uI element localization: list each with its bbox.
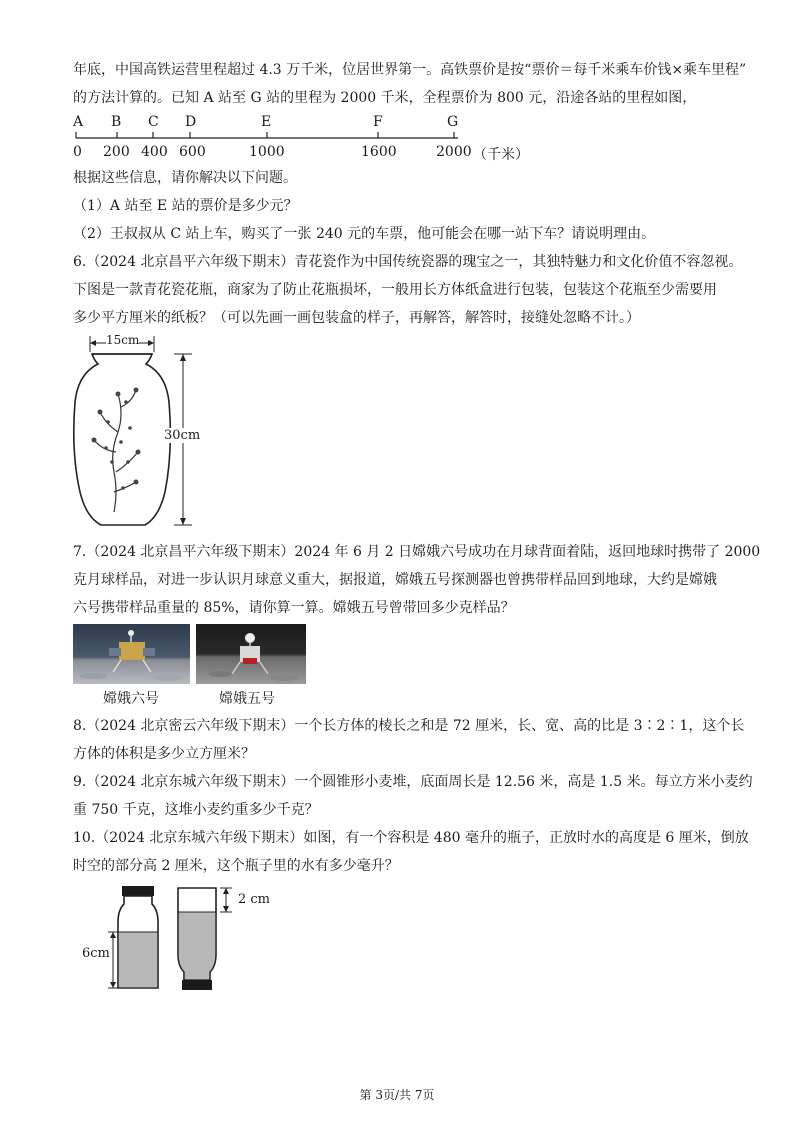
distance-label-a: 0 [73,144,82,160]
q10-text-line1: 10.（2024 北京东城六年级下期末）如图，有一个容积是 480 毫升的瓶子，正放时水的高度是 6 厘米，倒放 [73,830,749,846]
q7-text-line3: 六号携带样品重量的 85%，请你算一算。嫦娥五号曾带回多少克样品？ [73,600,515,616]
vase-figure [66,332,216,532]
station-label-d: D [185,114,197,130]
q5-text-line1: 年底，中国高铁运营里程超过 4.3 万千米，位居世界第一。高铁票价是按“票价＝每千米乘车价钱×乘车里程” [73,62,747,78]
distance-label-f: 1600 [361,144,397,160]
station-label-f: F [373,114,383,130]
q5-text-line2: 的方法计算的。已知 A 站至 G 站的里程为 2000 千米，全程票价为 800 元，沿途各站的里程如图， [73,90,697,106]
q5-sub-question-2: （2）王叔叔从 C 站上车，购买了一张 240 元的车票，他可能会在哪一站下车？请说明理由。 [73,226,656,242]
distance-label-g: 2000 [436,144,472,160]
station-label-b: B [111,114,122,130]
change5-lander-image [196,624,306,684]
q5-sub-question-1: （1）A 站至 E 站的票价是多少元？ [73,198,298,214]
change6-photo [73,624,190,684]
change6-lander-image [73,624,190,684]
change6-caption: 嫦娥六号 [103,691,159,707]
station-number-line [73,112,543,164]
distance-label-d: 600 [179,144,206,160]
q6-text-line1: 6.（2024 北京昌平六年级下期末）青花瓷作为中国传统瓷器的瑰宝之一，其独特魅力和文化价值不容忽视。 [73,254,743,270]
q6-text-line2: 下图是一款青花瓷花瓶，商家为了防止花瓶损坏，一般用长方体纸盒进行包装，包装这个花瓶至少需要用 [73,282,717,298]
q7-text-line1: 7.（2024 北京昌平六年级下期末）2024 年 6 月 2 日嫦娥六号成功在月球背面着陆，返回地球时携带了 2000 [73,544,761,560]
bottle-empty-height-label: 2 cm [238,892,271,907]
station-label-g: G [447,114,459,130]
q6-text-line3: 多少平方厘米的纸板？（可以先画一画包装盒的样子，再解答，解答时，接缝处忽略不计。） [73,310,640,326]
q8-text-line2: 方体的体积是多少立方厘米？ [73,746,255,762]
q9-text-line2: 重 750 千克，这堆小麦约重多少千克？ [73,802,319,818]
change5-caption: 嫦娥五号 [219,691,275,707]
page-footer: 第 3页/共 7页 [359,1088,435,1102]
station-label-c: C [148,114,159,130]
station-label-a: A [73,114,84,130]
vase-width-label: 15cm [106,333,140,347]
change5-photo [196,624,306,684]
bottle-figure [80,882,280,992]
q9-text-line1: 9.（2024 北京东城六年级下期末）一个圆锥形小麦堆，底面周长是 12.56 米，高是 1.5 米。每立方米小麦约 [73,774,753,790]
bottle-water-height-label: 6cm [82,946,110,961]
station-label-e: E [261,114,272,130]
vase-height-label: 30cm [164,428,201,443]
q8-text-line1: 8.（2024 北京密云六年级下期末）一个长方体的棱长之和是 72 厘米，长、宽、高的比是 3∶2∶1，这个长 [73,718,745,734]
distance-label-c: 400 [141,144,168,160]
distance-label-e: 1000 [249,144,285,160]
q7-text-line2: 克月球样品，对进一步认识月球意义重大，据报道，嫦娥五号探测器也曾携带样品回到地球，大约是嫦娥 [73,572,717,588]
q5-text-line3: 根据这些信息，请你解决以下问题。 [73,170,297,186]
distance-unit: （千米） [473,147,529,163]
distance-label-b: 200 [103,144,130,160]
q10-text-line2: 时空的部分高 2 厘米，这个瓶子里的水有多少毫升？ [73,858,399,874]
